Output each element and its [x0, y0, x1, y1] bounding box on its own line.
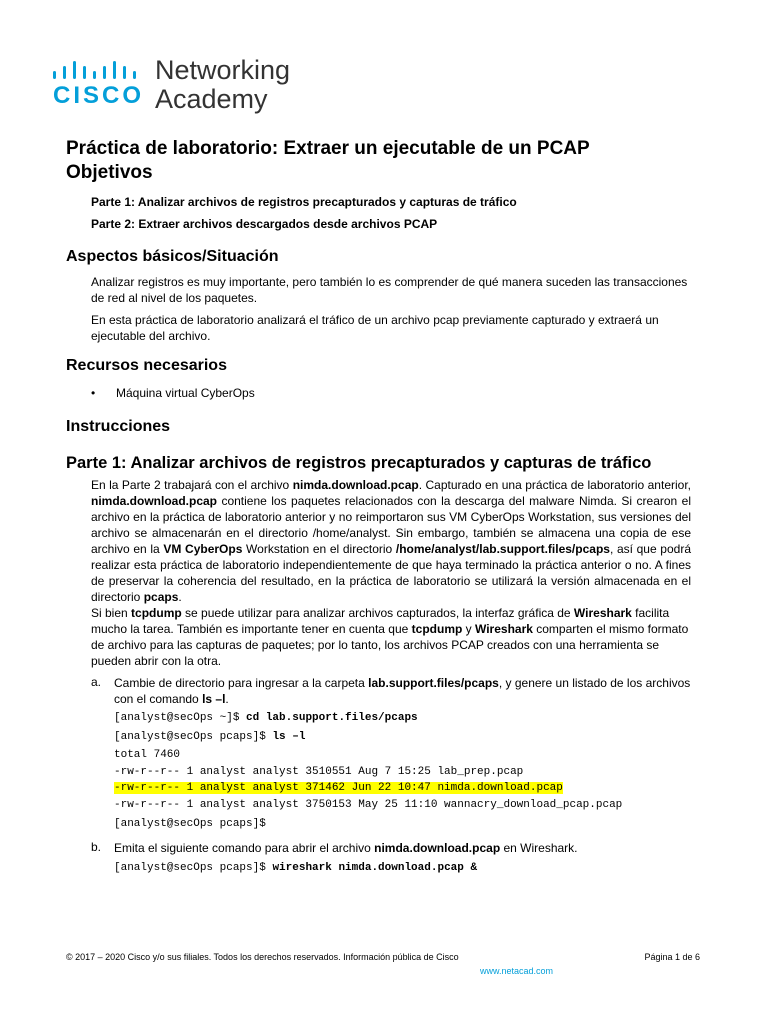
objectives-heading: Objetivos: [66, 162, 153, 183]
part1-heading: Parte 1: Analizar archivos de registros precapturados y capturas de tráfico: [66, 454, 652, 472]
step-a-text: Cambie de directorio para ingresar a la carpeta lab.support.files/pcaps, y genere un listado de los archivos con el comando ls –l.: [114, 676, 691, 706]
document-title: [66, 137, 726, 185]
step-b-text: Emita el siguiente comando para abrir el archivo nimda.download.pcap en Wireshark.: [114, 841, 578, 855]
logo-academy-text: Academy: [155, 84, 268, 114]
footer-page-number: Página 1 de 6: [644, 952, 700, 962]
bullet-icon: •: [91, 386, 96, 400]
background-heading: Aspectos básicos/Situación: [66, 248, 279, 265]
code-line-ls: [analyst@secOps pcaps]$ ls –l: [114, 731, 306, 743]
code-output-file-2-highlighted: -rw-r--r-- 1 analyst analyst 371462 Jun 22 10:47 nimda.download.pcap: [114, 782, 563, 794]
background-paragraph-1: Analizar registros es muy importante, pero también lo es comprender de qué manera suceden las transacciones de red al nivel de los paquetes.: [91, 275, 688, 305]
part1-paragraph-2: Si bien tcpdump se puede utilizar para analizar archivos capturados, la interfaz gráfica de Wireshark facilita mucho la tarea. También es importante tener en cuenta que tcpdump y Wireshark comparten el mismo formato de archivo para las capturas de paquetes; por lo tanto, los archivos PCAP creados con una herramienta se pueden abrir con la otra.: [91, 606, 689, 668]
code-output-prompt: [analyst@secOps pcaps]$: [114, 818, 266, 830]
part1-paragraph-1: En la Parte 2 trabajará con el archivo nimda.download.pcap. Capturado en una práctica de laboratorio anterior, nimda.download.pcap contiene los paquetes relacionados con la descarga del malware Nimda. Si crearon el archivo en la práctica de laboratorio anterior y no reimportaron sus VM CyberOps Workstation, sus versiones del archivo se almacenarán en el directorio /home/analyst. Sin embargo, también se almacena una copia de ese archivo en la VM CyberOps Workstation en el directorio /home/analyst/lab.support.files/pcaps, así que podrá realizar esta práctica de laboratorio independientemente de que haya terminado la práctica anterior o no. A fines de preservar la coherencia del resultado, en la práctica de laboratorio se utilizará la versión almacenada en el directorio pcaps.: [91, 478, 691, 604]
background-paragraph-2: En esta práctica de laboratorio analizará el tráfico de un archivo pcap previamente capturado y extraerá un ejecutable del archivo.: [91, 313, 659, 343]
cisco-bars-icon: [52, 60, 150, 82]
logo-networking-text: Networking: [155, 55, 291, 85]
code-output-file-3: -rw-r--r-- 1 analyst analyst 3750153 May 25 11:10 wannacry_download_pcap.pcap: [114, 799, 623, 811]
title-line-1: Práctica de laboratorio: Extraer un ejecutable de un PCAP: [66, 138, 590, 159]
footer-copyright: © 2017 – 2020 Cisco y/o sus filiales. Todos los derechos reservados. Información pública de Cisco: [66, 952, 459, 962]
cisco-networking-academy-logo: [52, 56, 312, 120]
code-output-total: total 7460: [114, 749, 181, 761]
resources-heading: Recursos necesarios: [66, 357, 227, 374]
code-line-wireshark: [analyst@secOps pcaps]$ wireshark nimda.download.pcap &: [114, 862, 478, 874]
cisco-wordmark: CISCO: [53, 82, 145, 109]
step-b-label: b.: [91, 840, 102, 854]
code-line-cd: [analyst@secOps ~]$ cd lab.support.files/pcaps: [114, 712, 418, 724]
code-output-file-1: -rw-r--r-- 1 analyst analyst 3510551 Aug 7 15:25 lab_prep.pcap: [114, 766, 524, 778]
instructions-heading: Instrucciones: [66, 418, 171, 435]
footer-url-link[interactable]: www.netacad.com: [480, 966, 554, 976]
resource-item: Máquina virtual CyberOps: [116, 386, 255, 400]
objective-1: Parte 1: Analizar archivos de registros precapturados y capturas de tráfico: [91, 195, 517, 209]
objective-2: Parte 2: Extraer archivos descargados desde archivos PCAP: [91, 217, 438, 231]
step-a-label: a.: [91, 675, 102, 689]
